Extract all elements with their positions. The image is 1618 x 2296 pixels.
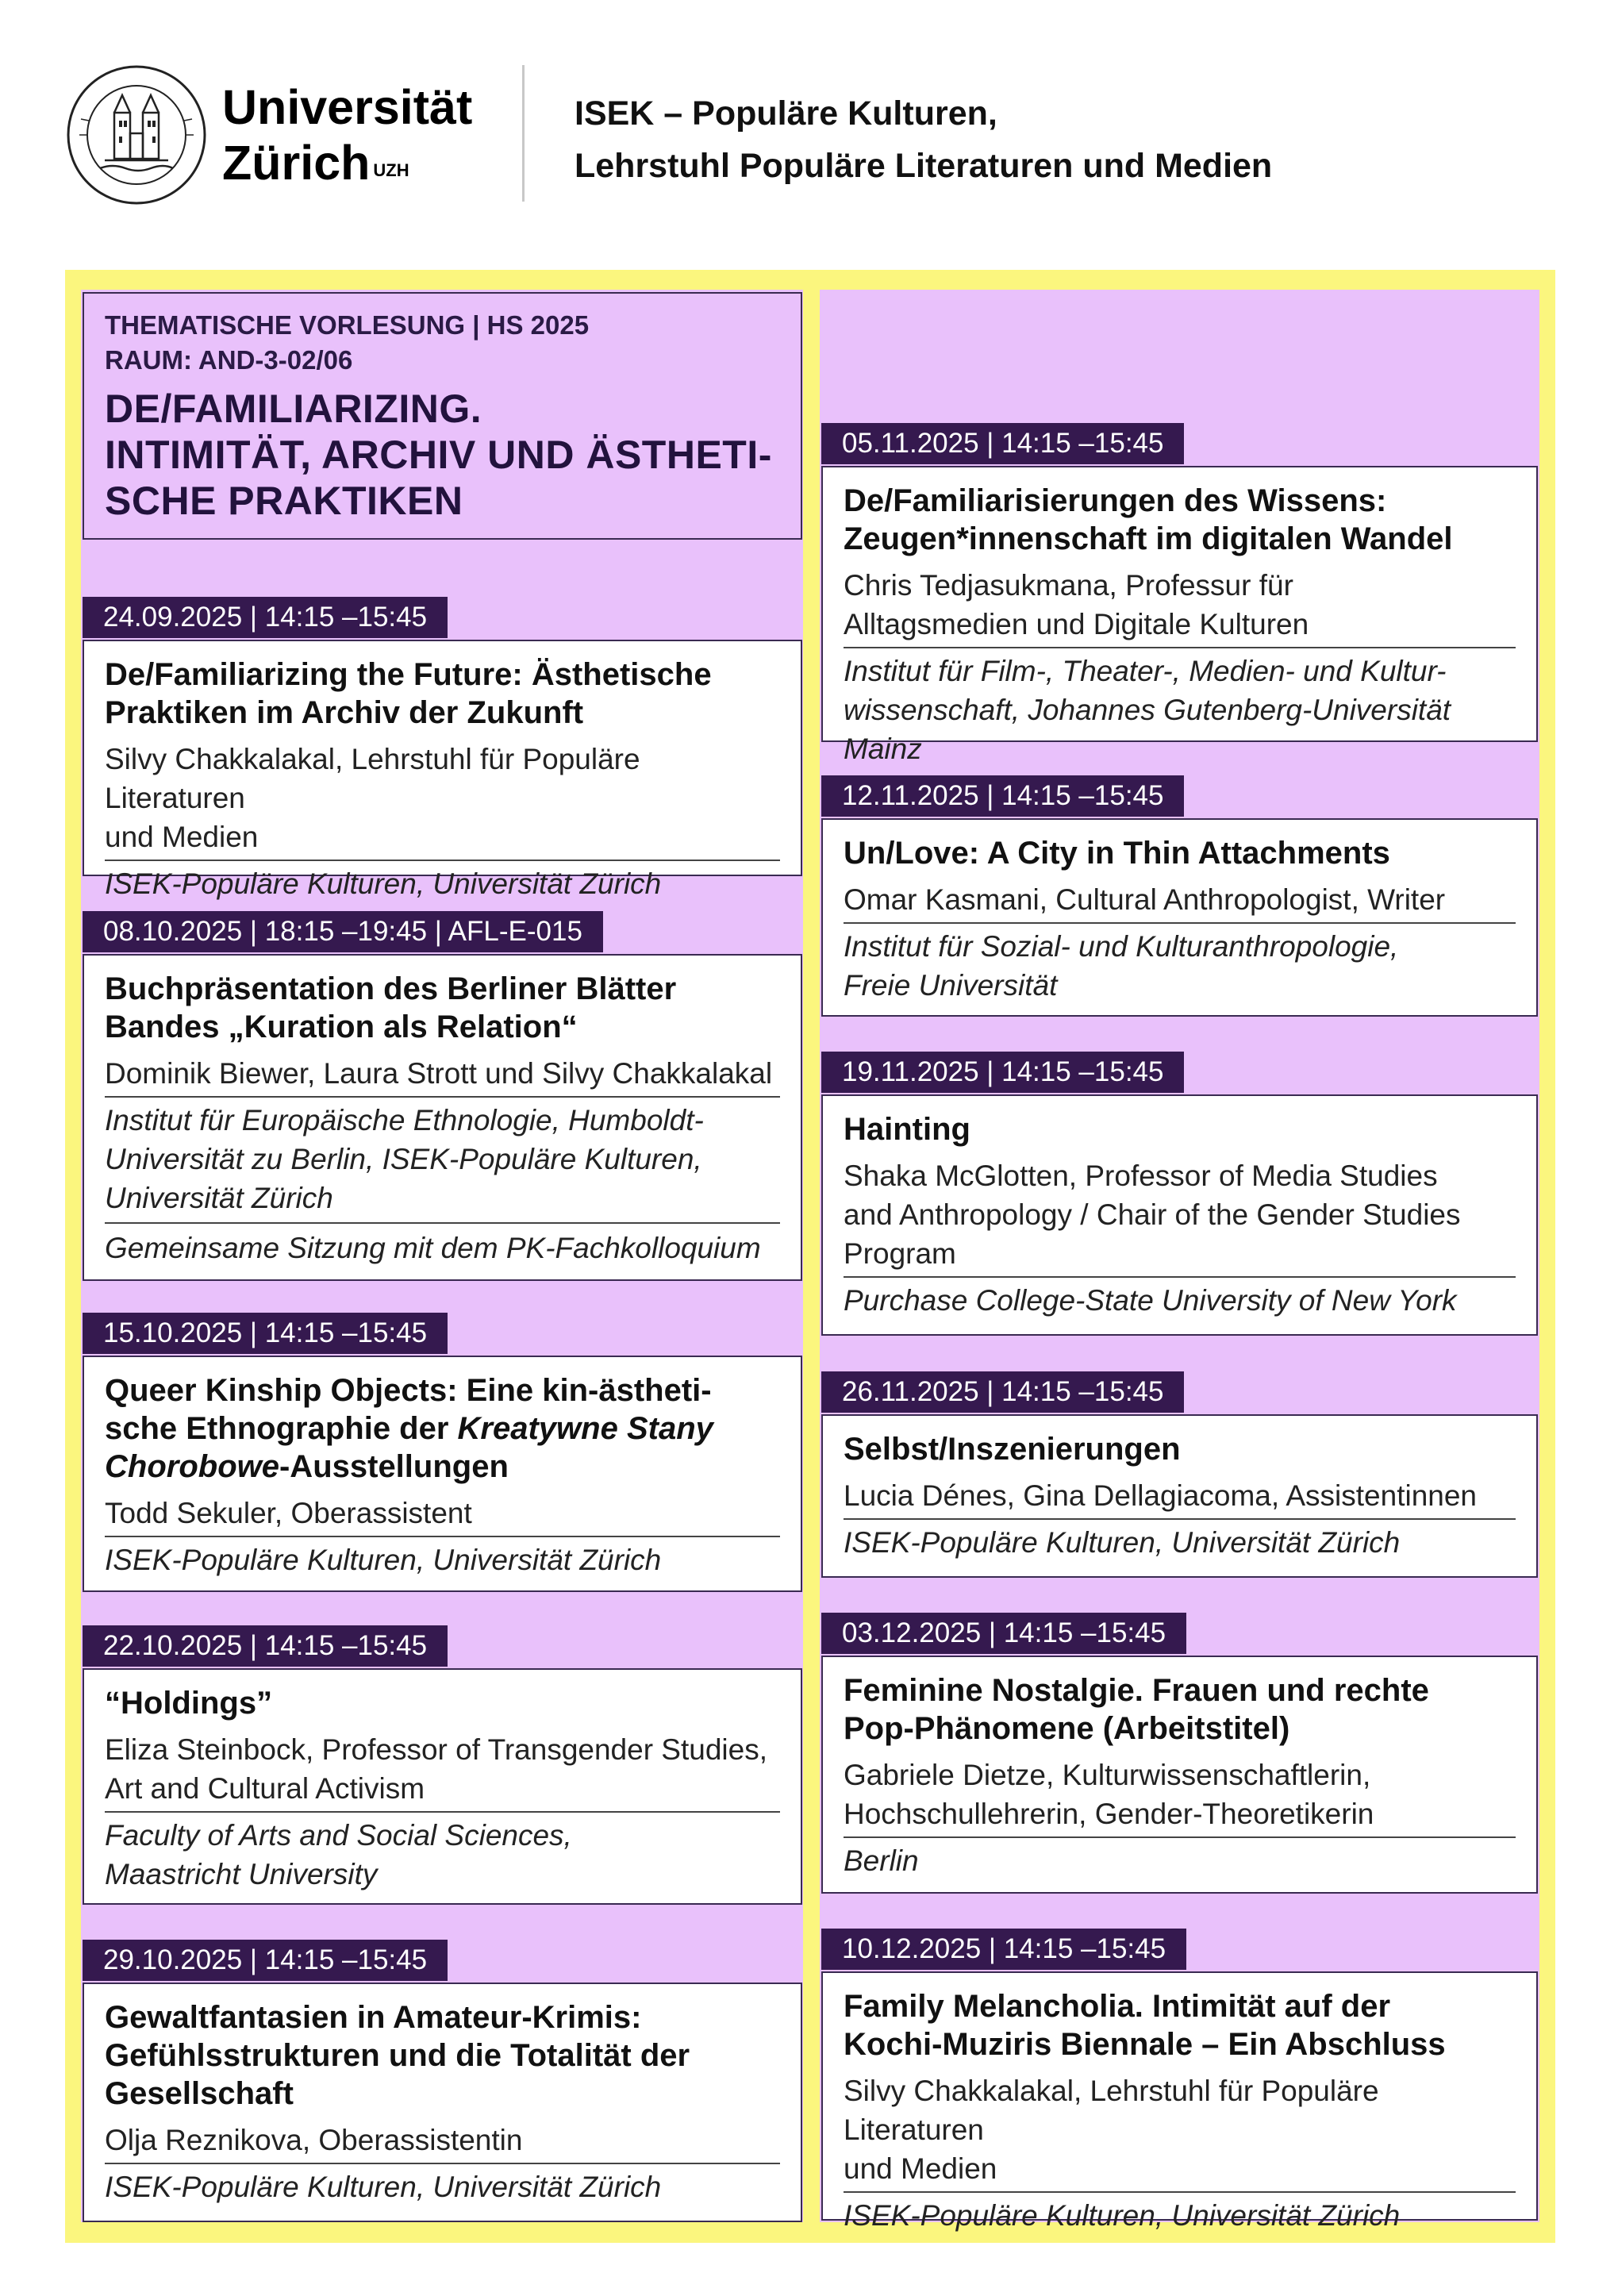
- session-speaker: [844, 566, 1516, 648]
- session-affiliation: [844, 2193, 1516, 2235]
- session-title-line: sche Ethnographie der Kreatywne Stany: [105, 1411, 713, 1446]
- session-speaker: [105, 1730, 780, 1813]
- session-title-line: Gesellschaft: [105, 2076, 294, 2111]
- session-title-line: Gefühlsstrukturen und die Totalität der: [105, 2038, 690, 2073]
- session-card: [821, 466, 1538, 765]
- session-speaker-line: and Anthropology / Chair of the Gender Studies: [844, 1198, 1461, 1231]
- session-speaker-line: Olja Reznikova, Oberassistentin: [105, 2124, 523, 2156]
- session-title-line: Family Melancholia. Intimität auf der: [844, 1989, 1391, 2024]
- session-date: 15.10.2025 | 14:15 –15:45: [83, 1313, 448, 1354]
- session-speaker: [844, 880, 1516, 924]
- session-title-line: Kochi-Muziris Biennale – Ein Abschluss: [844, 2027, 1446, 2062]
- session-title-line: Pop-Phänomene (Arbeitstitel): [844, 1711, 1290, 1746]
- institute-name: [575, 87, 1272, 192]
- session-title: [844, 834, 1516, 872]
- session-date: 24.09.2025 | 14:15 –15:45: [83, 597, 448, 638]
- session-affiliation: [844, 1838, 1516, 1880]
- session-title-line: Selbst/Inszenierungen: [844, 1432, 1181, 1467]
- session-speaker-line: und Medien: [105, 821, 259, 853]
- session-date: 08.10.2025 | 18:15 –19:45 | AFL-E-015: [83, 911, 603, 952]
- session-speaker-line: Silvy Chakkalakal, Lehrstuhl für Populäre Literaturen: [844, 2075, 1379, 2146]
- session-speaker-line: Shaka McGlotten, Professor of Media Studies: [844, 1160, 1438, 1192]
- session-date: 05.11.2025 | 14:15 –15:45: [821, 423, 1184, 464]
- university-abbreviation: UZH: [373, 160, 409, 180]
- university-name: [222, 79, 472, 190]
- session-affiliation: [105, 1537, 780, 1579]
- session-affiliation-line: Universität zu Berlin, ISEK-Populäre Kulturen,: [105, 1143, 702, 1175]
- session-title-line: Un/Love: A City in Thin Attachments: [844, 836, 1390, 871]
- session-speaker: [105, 740, 780, 861]
- session-date: 03.12.2025 | 14:15 –15:45: [821, 1613, 1186, 1654]
- lecture-title-block: [83, 292, 802, 540]
- session-title-line: Buchpräsentation des Berliner Blätter: [105, 971, 677, 1006]
- session-title: [105, 1371, 780, 1486]
- session-affiliation: [105, 1098, 780, 1217]
- session-card: [83, 1356, 802, 1592]
- session-speaker-line: Eliza Steinbock, Professor of Transgender Studies,: [105, 1733, 767, 1766]
- session-title-line: “Holdings”: [105, 1686, 273, 1721]
- page-header: [0, 0, 1618, 230]
- lecture-title-line1: DE/FAMILIARIZING.: [105, 387, 482, 431]
- session-affiliation-line: Institut für Sozial- und Kulturanthropologie,: [844, 930, 1399, 963]
- session-affiliation-line: Faculty of Arts and Social Sciences,: [105, 1819, 572, 1852]
- session-title-line: Feminine Nostalgie. Frauen und rechte: [844, 1673, 1429, 1708]
- session-note: Gemeinsame Sitzung mit dem PK-Fachkolloquium: [105, 1222, 780, 1267]
- session-affiliation-line: Freie Universität: [844, 969, 1058, 1002]
- session-affiliation-line: ISEK-Populäre Kulturen, Universität Zürich: [105, 1544, 662, 1576]
- session-title: [844, 482, 1516, 558]
- session-affiliation: [105, 2164, 780, 2206]
- lecture-title-line2: INTIMITÄT, ARCHIV UND ÄSTHETI-: [105, 433, 772, 477]
- session-title: [844, 1110, 1516, 1148]
- session-title-line: Chorobowe-Ausstellungen: [105, 1449, 509, 1484]
- session-title-line: Bandes „Kuration als Relation“: [105, 1010, 578, 1044]
- session-affiliation-line: Institut für Europäische Ethnologie, Humboldt-: [105, 1104, 704, 1136]
- session-affiliation: [105, 861, 780, 903]
- lecture-room: RAUM: AND-3-02/06: [105, 345, 353, 375]
- session-date: 29.10.2025 | 14:15 –15:45: [83, 1940, 448, 1981]
- session-title: [105, 970, 780, 1046]
- session-speaker-line: Art and Cultural Activism: [105, 1772, 425, 1805]
- university-name-line2: Zürich $^{UZH}$: [222, 136, 409, 190]
- session-affiliation: [844, 1278, 1516, 1320]
- session-affiliation-line: Maastricht University: [105, 1858, 378, 1890]
- session-affiliation: [844, 1520, 1516, 1562]
- session-affiliation-line: ISEK-Populäre Kulturen, Universität Zürich: [105, 2171, 662, 2203]
- lecture-type: THEMATISCHE VORLESUNG | HS 2025: [105, 310, 590, 340]
- session-affiliation: [844, 648, 1516, 768]
- session-affiliation-line: Berlin: [844, 1844, 919, 1877]
- university-name-line1: Universität: [222, 80, 473, 134]
- university-seal-icon: [65, 63, 208, 206]
- session-affiliation-line: Universität Zürich: [105, 1182, 333, 1214]
- session-speaker-line: Hochschullehrerin, Gender-Theoretikerin: [844, 1798, 1374, 1830]
- session-date: 22.10.2025 | 14:15 –15:45: [83, 1625, 448, 1667]
- session-speaker: [105, 1054, 780, 1098]
- session-date: 26.11.2025 | 14:15 –15:45: [821, 1371, 1184, 1413]
- session-speaker: [105, 2121, 780, 2164]
- session-card: [821, 818, 1538, 1017]
- session-title-line: De/Familiarizing the Future: Ästhetische: [105, 657, 712, 692]
- session-card: [83, 1983, 802, 2222]
- session-title-line: Gewaltfantasien in Amateur-Krimis:: [105, 2000, 642, 2035]
- session-title: [844, 1671, 1516, 1748]
- session-speaker-line: Program: [844, 1237, 956, 1270]
- session-speaker: [844, 1476, 1516, 1520]
- session-speaker-line: Omar Kasmani, Cultural Anthropologist, Writer: [844, 883, 1446, 916]
- lecture-title: [105, 386, 780, 524]
- session-speaker-line: Dominik Biewer, Laura Strott und Silvy Chakkalakal: [105, 1057, 773, 1090]
- session-title-line: Zeugen*innenschaft im digitalen Wandel: [844, 521, 1453, 556]
- session-date: 19.11.2025 | 14:15 –15:45: [821, 1052, 1184, 1093]
- session-card: [821, 1414, 1538, 1578]
- session-affiliation-line: ISEK-Populäre Kulturen, Universität Zürich: [844, 2199, 1401, 2232]
- session-title-line: Hainting: [844, 1112, 970, 1147]
- session-date: 12.11.2025 | 14:15 –15:45: [821, 775, 1184, 817]
- session-title-line: Praktiken im Archiv der Zukunft: [105, 695, 584, 730]
- session-speaker-line: Lucia Dénes, Gina Dellagiacoma, Assistentinnen: [844, 1479, 1478, 1512]
- exhibition-name: Kreatywne Stany: [457, 1411, 713, 1446]
- session-card: [821, 1656, 1538, 1894]
- session-speaker-line: Gabriele Dietze, Kulturwissenschaftlerin,: [844, 1759, 1371, 1791]
- session-affiliation-line: Purchase College-State University of New York: [844, 1284, 1457, 1317]
- session-affiliation: [105, 1813, 780, 1894]
- session-speaker-line: Silvy Chakkalakal, Lehrstuhl für Populäre Literaturen: [105, 743, 640, 814]
- session-date: 10.12.2025 | 14:15 –15:45: [821, 1929, 1186, 1970]
- session-title: [105, 1684, 780, 1722]
- session-speaker: [844, 2071, 1516, 2193]
- session-affiliation-line: ISEK-Populäre Kulturen, Universität Zürich: [105, 867, 662, 900]
- session-card: [821, 1094, 1538, 1336]
- session-speaker-line: und Medien: [844, 2152, 997, 2185]
- session-card: [83, 1668, 802, 1905]
- institute-line1: ISEK – Populäre Kulturen,: [575, 94, 997, 133]
- session-title: [844, 1430, 1516, 1468]
- institute-line2: Lehrstuhl Populäre Literaturen und Medien: [575, 147, 1273, 185]
- session-speaker: [105, 1494, 780, 1537]
- session-speaker-line: Todd Sekuler, Oberassistent: [105, 1497, 472, 1529]
- session-title-line: Queer Kinship Objects: Eine kin-ästheti-: [105, 1373, 712, 1408]
- session-card: [83, 640, 802, 900]
- session-speaker-line: Chris Tedjasukmana, Professur für: [844, 569, 1293, 602]
- lecture-title-line3: SCHE PRAKTIKEN: [105, 479, 463, 523]
- session-speaker: [844, 1156, 1516, 1278]
- session-affiliation-line: Institut für Film-, Theater-, Medien- und Kultur-: [844, 655, 1447, 687]
- session-affiliation-line: wissenschaft, Johannes Gutenberg-Universität Mainz: [844, 694, 1451, 765]
- session-affiliation-line: ISEK-Populäre Kulturen, Universität Zürich: [844, 1526, 1401, 1559]
- session-speaker: [844, 1756, 1516, 1838]
- session-title-line: De/Familiarisierungen des Wissens:: [844, 483, 1387, 518]
- session-speaker-line: Alltagsmedien und Digitale Kulturen: [844, 608, 1309, 640]
- header-divider: [522, 65, 525, 202]
- session-card: [821, 1971, 1538, 2232]
- session-title: [105, 656, 780, 732]
- session-title: [105, 1998, 780, 2113]
- session-card: [83, 954, 802, 1281]
- exhibition-name: Chorobowe: [105, 1449, 279, 1484]
- session-title: [844, 1987, 1516, 2063]
- session-affiliation: [844, 924, 1516, 1005]
